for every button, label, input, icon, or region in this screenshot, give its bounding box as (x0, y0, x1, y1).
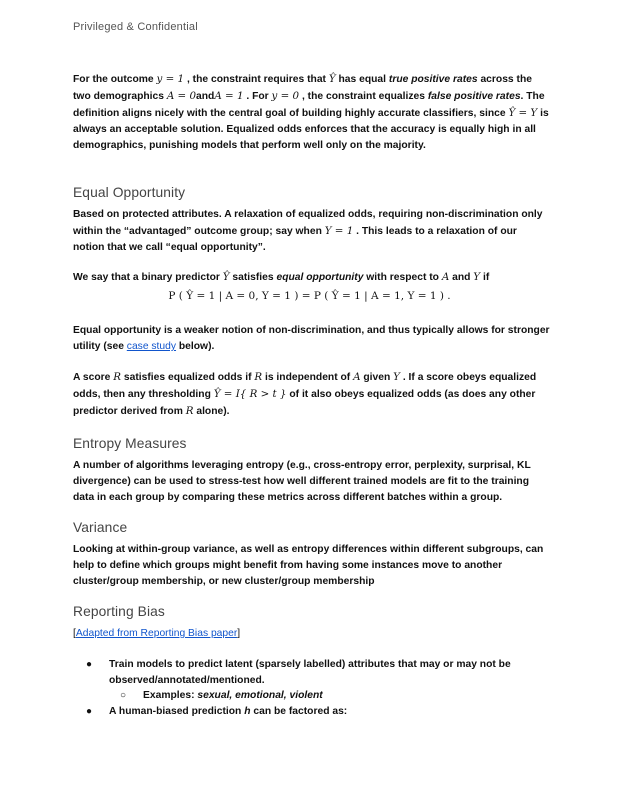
reporting-bias-source: [Adapted from Reporting Bias paper] (73, 628, 241, 639)
page-header: Privileged & Confidential (73, 21, 198, 33)
reporting-bias-paper-link[interactable]: Adapted from Reporting Bias paper (75, 628, 238, 639)
paragraph-entropy: A number of algorithms leveraging entropy (e.g., cross-entropy error, perplexity, surprisal, KL divergence) can be used to stress-test how well different trained models are fit to the training data in each group by comparing these metrics across different batches within a group. (73, 460, 531, 503)
case-study-link[interactable]: case study (126, 341, 177, 352)
bullet-icon: ● (86, 706, 93, 717)
sub-bullet-icon: ○ (120, 690, 127, 701)
heading-entropy-measures: Entropy Measures (73, 436, 187, 451)
list-item-human-biased: A human-biased prediction h can be factored as: (109, 706, 348, 717)
paragraph-equalized-odds: For the outcome y = 1 , the constraint requires that Ŷ has equal true positive rates across the two demographics A = 0andA = 1 . For y = 0 , the constraint equalizes false positive rates. The definition aligns nicely with the central goal of building highly accurate classifiers, since Ŷ = Y is always an acceptable solution. Equalized odds enforces that the accuracy is equally high in all demographics, punishing models that perform well only on the majority. (73, 73, 549, 151)
bullet-icon: ● (86, 659, 93, 670)
heading-reporting-bias: Reporting Bias (73, 604, 165, 619)
paragraph-variance: Looking at within-group variance, as well as entropy differences within different subgroups, can help to define which groups might benefit from having some instances move to another cluster/group membership, or new cluster/group membership (73, 544, 544, 587)
paragraph-relaxation: Based on protected attributes. A relaxation of equalized odds, requiring non-discrimination only within the “advantaged” outcome group; say when Y = 1 . This leads to a relaxation of our notion that we call “equal opportunity”. (73, 209, 543, 253)
paragraph-binary-predictor: We say that a binary predictor Ŷ satisfies equal opportunity with respect to A and Y if (73, 271, 490, 283)
equal-opportunity-equation: P ( Ŷ = 1 | A = 0, Y = 1 ) = P ( Ŷ = 1 | A = 1, Y = 1 ) . (168, 290, 451, 302)
heading-variance: Variance (73, 520, 128, 535)
list-item-examples: Examples: sexual, emotional, violent (143, 690, 323, 701)
paragraph-score-equalized-odds: A score R satisfies equalized odds if R is independent of A given Y . If a score obeys equalized odds, then any thresholding Ŷ = I{ R > t } of it also obeys equalized odds (as does any other predictor derived from R alone). (73, 371, 537, 417)
list-item-train-models: Train models to predict latent (sparsely labelled) attributes that may or may not be observed/annotated/mentioned. (109, 659, 511, 686)
paragraph-weaker-notion: Equal opportunity is a weaker notion of non-discrimination, and thus typically allows for stronger utility (see case study below). (73, 325, 550, 352)
heading-equal-opportunity: Equal Opportunity (73, 185, 186, 200)
